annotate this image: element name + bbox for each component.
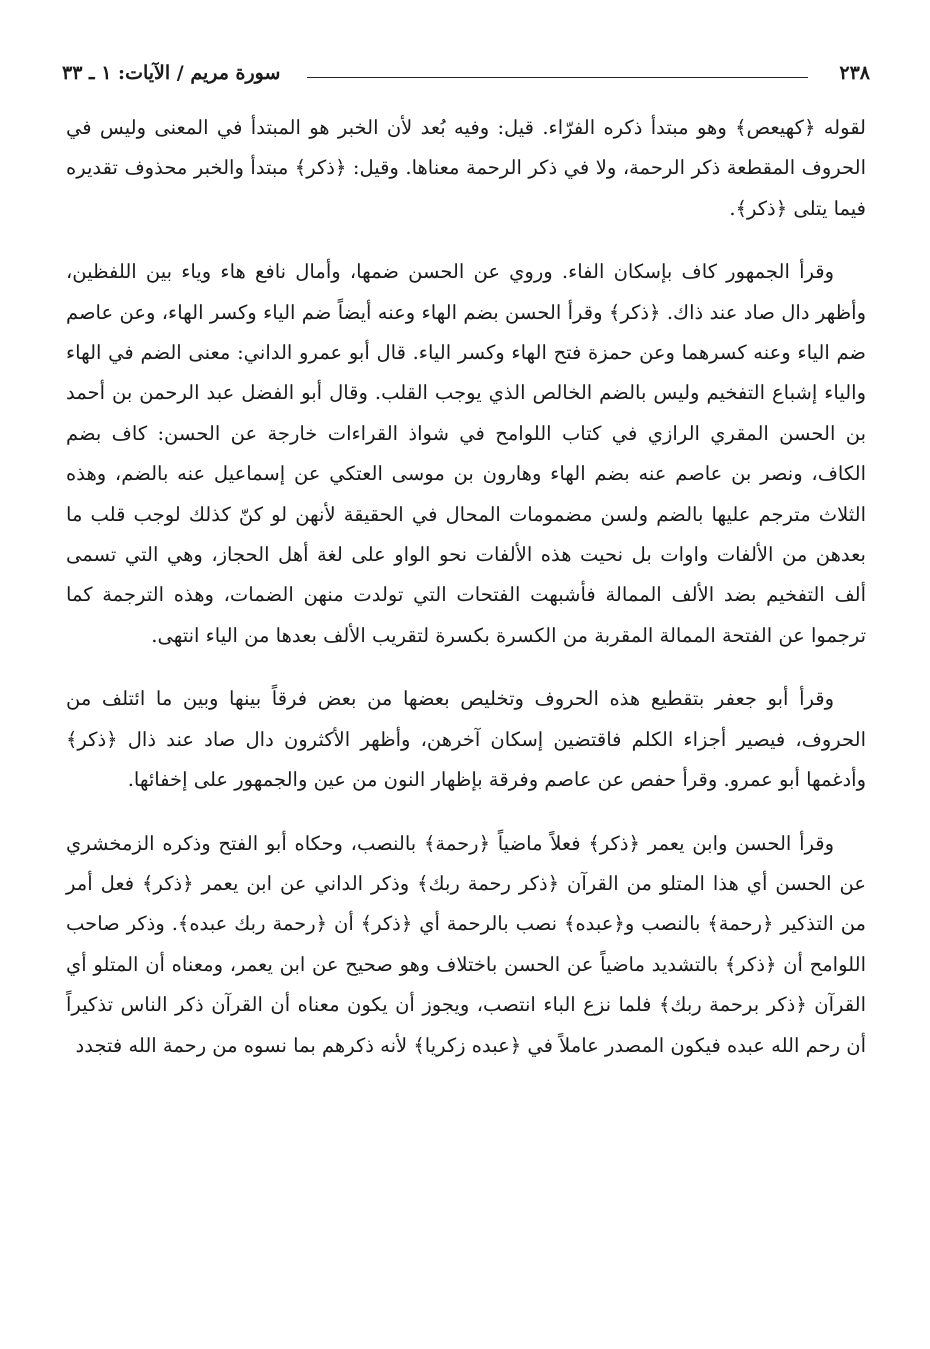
paragraph: وقرأ الحسن وابن يعمر ﴿ذكر﴾ فعلاً ماضياً ﴿رحمة﴾ بالنصب، وحكاه أبو الفتح وذكره الزمخشري عن الحسن أي هذا المتلو من القرآن ﴿ذكر رحمة ربك﴾ وذكر الداني عن ابن يعمر ﴿ذكر﴾ فعل أمر من التذكير ﴿رحمة﴾ بالنصب و﴿عبده﴾ نصب بالرحمة أي ﴿ذكر﴾ أن ﴿رحمة ربك عبده﴾. وذكر صاحب اللوامح أن ﴿ذكر﴾ بالتشديد ماضياً عن الحسن باختلاف وهو صحيح عن ابن يعمر، ومعناه أن المتلو أي القرآن ﴿ذكر برحمة ربك﴾ فلما نزع الباء انتصب، ويجوز أن يكون معناه أن القرآن ذكر الناس تذكيراً أن رحم الله عبده فيكون المصدر عاملاً في ﴿عبده زكريا﴾ لأنه ذكرهم بما نسوه من رحمة الله فتجدد [66, 831, 866, 1057]
page-header [62, 62, 870, 92]
body-text [66, 108, 866, 1089]
paragraph: وقرأ أبو جعفر بتقطيع هذه الحروف وتخليص بعضها من بعض فرقاً بينها وبين ما ائتلف من الحروف، فيصير أجزاء الكلم فاقتضين إسكان آخرهن، وأظهر الأكثرون دال صاد عند ذال ﴿ذكر﴾ وأدغمها أبو عمرو. وقرأ حفص عن عاصم وفرقة بإظهار النون من عين والجمهور على إخفائها. [66, 687, 866, 792]
page-number: ٢٣٨ [839, 62, 870, 84]
header-rule [307, 77, 808, 78]
paragraph: لقوله ﴿كهيعص﴾ وهو مبتدأ ذكره الفرّاء. قيل: وفيه بُعد لأن الخبر هو المبتدأ في المعنى وليس في الحروف المقطعة ذكر الرحمة، ولا في ذكر الرحمة معناها. وقيل: ﴿ذكر﴾ مبتدأ والخبر محذوف تقديره فيما يتلى ﴿ذكر﴾. [66, 116, 866, 220]
running-title: سورة مريم / الآيات: ١ ـ ٣٣ [62, 62, 281, 84]
paragraph: وقرأ الجمهور كاف بإسكان الفاء. وروي عن الحسن ضمها، وأمال نافع هاء وياء بين اللفظين، وأظهر دال صاد عند ذاك. ﴿ذكر﴾ وقرأ الحسن بضم الهاء وعنه أيضاً ضم الياء وكسر الهاء، وعن عاصم ضم الياء وعنه كسرهما وعن حمزة فتح الهاء وكسر الياء. قال أبو عمرو الداني: معنى الضم في الهاء والياء إشباع التفخيم وليس بالضم الخالص الذي يوجب القلب. وقال أبو الفضل عبد الرحمن بن أحمد بن الحسن المقري الرازي في كتاب اللوامح في شواذ القراءات خارجة عن الحسن: كاف بضم الكاف، ونصر بن عاصم عنه بضم الهاء وهارون بن موسى العتكي عن إسماعيل عنه بالضم، وهذه الثلاث مترجم عليها بالضم ولسن مضمومات المحال في الحقيقة لأنهن لو كنّ كذلك لوجب قلب ما بعدهن من الألفات واوات بل نحيت هذه الألفات نحو الواو على لغة أهل الحجاز، وهي التي تسمى ألف التفخيم بضد الألف الممالة فأشبهت الفتحات التي تولدت منهن الضمات، وهذه الترجمة كما ترجموا عن الفتحة الممالة المقربة من الكسرة بكسرة لتقريب الألف بعدها من الياء انتهى. [66, 260, 866, 647]
